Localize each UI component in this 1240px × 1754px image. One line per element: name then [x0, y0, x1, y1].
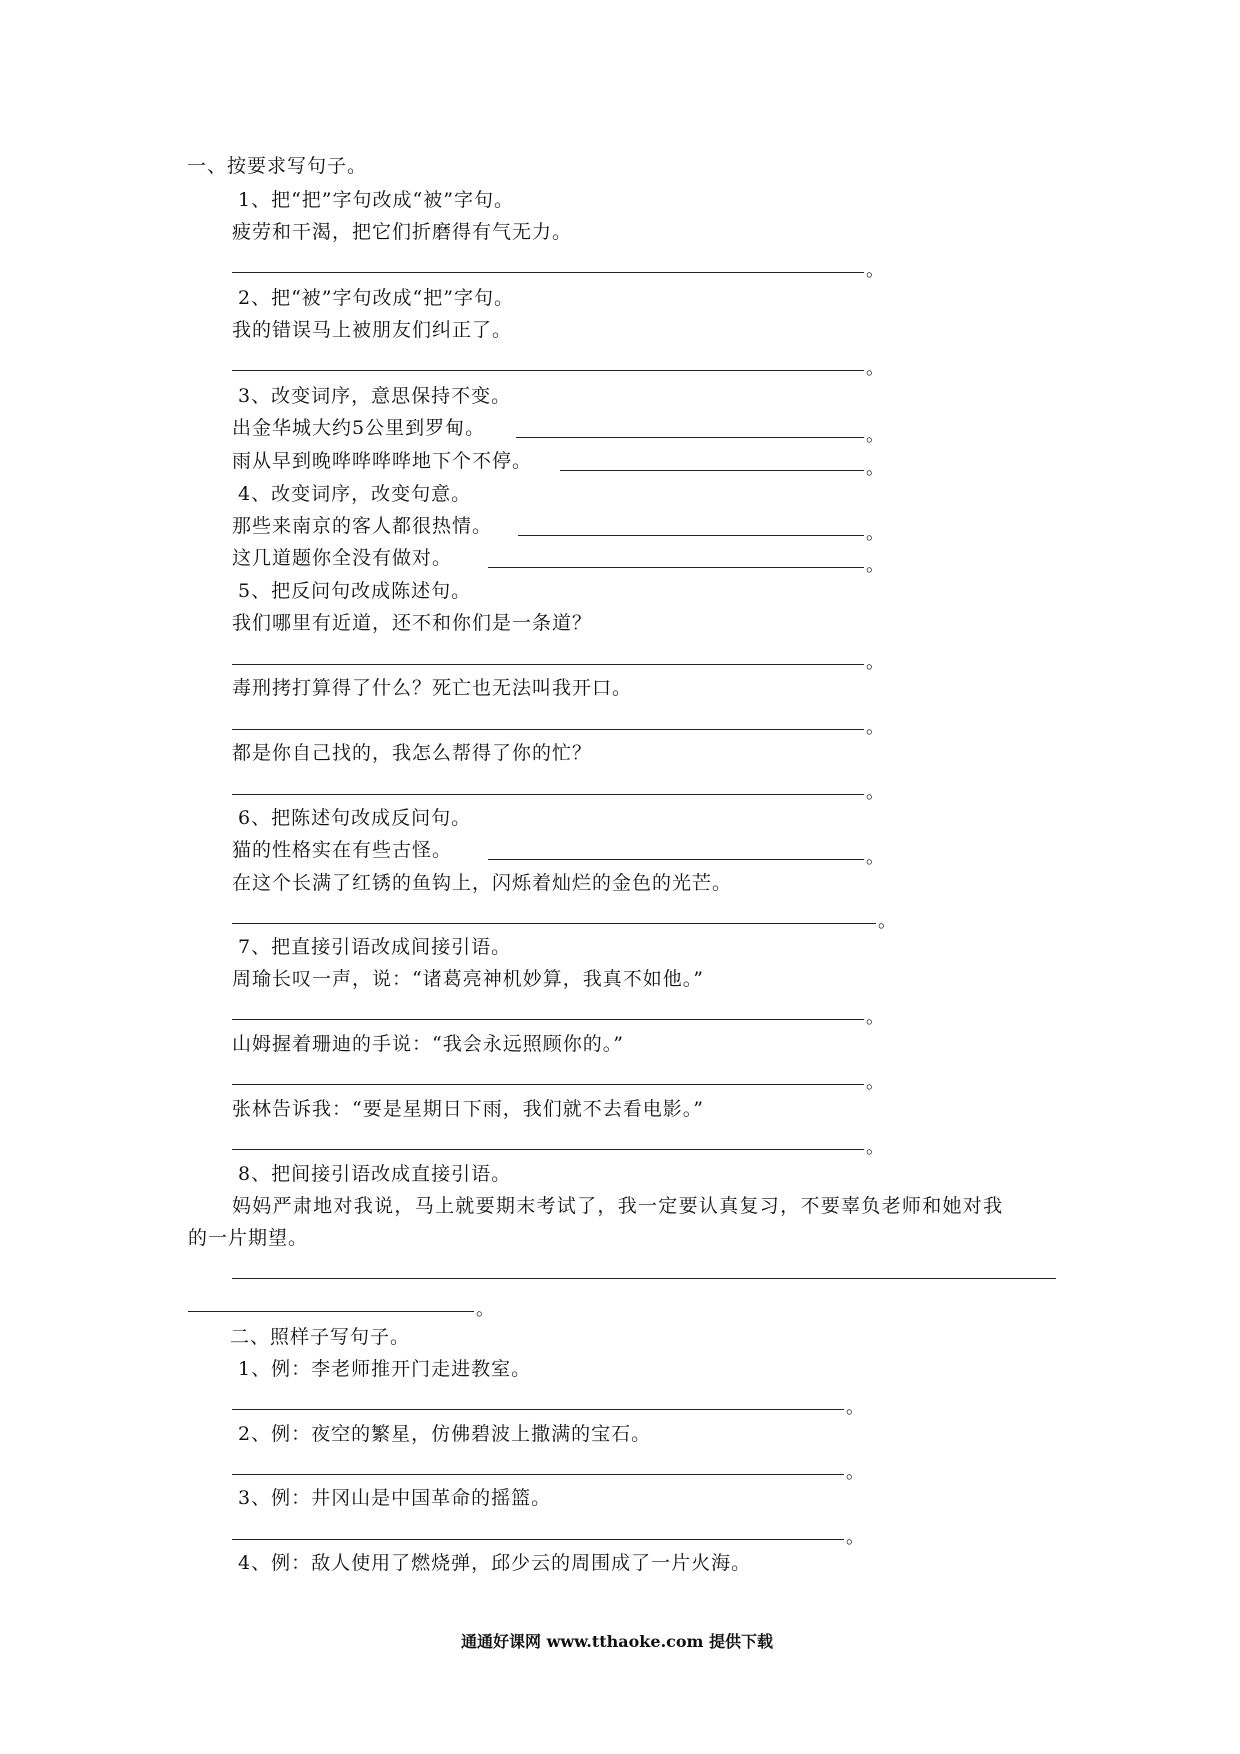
- answer-line[interactable]: [188, 1311, 474, 1312]
- q2-sentence: 我的错误马上被朋友们纠正了。: [232, 319, 513, 341]
- answer-line[interactable]: [232, 923, 876, 924]
- answer-line[interactable]: [232, 272, 864, 273]
- q7-heading: 7、把直接引语改成间接引语。: [238, 936, 512, 958]
- answer-period: 。: [846, 1397, 864, 1418]
- answer-period: 。: [866, 782, 884, 803]
- answer-period: 。: [866, 1137, 884, 1158]
- q6-sentence-1: 猫的性格实在有些古怪。: [232, 839, 453, 861]
- answer-line[interactable]: [232, 794, 864, 795]
- q6-sentence-2: 在这个长满了红锈的鱼钩上，闪烁着灿烂的金色的光芒。: [232, 872, 733, 894]
- answer-line[interactable]: [232, 1019, 864, 1020]
- answer-line[interactable]: [232, 664, 864, 665]
- answer-period: 。: [866, 652, 884, 673]
- answer-line[interactable]: [232, 1084, 864, 1085]
- answer-line[interactable]: [232, 1474, 844, 1475]
- q5-sentence-1: 我们哪里有近道，还不和你们是一条道？: [232, 612, 593, 634]
- answer-period: 。: [866, 1007, 884, 1028]
- answer-line[interactable]: [232, 1409, 844, 1410]
- q4-heading: 4、改变词序，改变句意。: [238, 483, 472, 505]
- q6-heading: 6、把陈述句改成反问句。: [238, 807, 472, 829]
- answer-line[interactable]: [232, 1278, 1056, 1279]
- q2-heading: 2、把“被”字句改成“把”字句。: [238, 287, 514, 309]
- q5-heading: 5、把反问句改成陈述句。: [238, 580, 472, 602]
- answer-period: 。: [878, 911, 896, 932]
- answer-line[interactable]: [232, 729, 864, 730]
- q4-sentence-1: 那些来南京的客人都很热情。: [232, 515, 493, 537]
- q3-sentence-1: 出金华城大约5公里到罗甸。: [232, 417, 486, 439]
- q8-sentence-line-1: 妈妈严肃地对我说，马上就要期末考试了，我一定要认真复习，不要辜负老师和她对我: [232, 1195, 1004, 1217]
- q7-sentence-3: 张林告诉我：“要是星期日下雨，我们就不去看电影。”: [232, 1098, 704, 1120]
- example-4: 4、例：敌人使用了燃烧弹，邱少云的周围成了一片火海。: [238, 1552, 752, 1574]
- q3-heading: 3、改变词序，意思保持不变。: [238, 385, 512, 407]
- answer-line[interactable]: [518, 535, 864, 536]
- answer-period: 。: [866, 1072, 884, 1093]
- answer-period: 。: [866, 717, 884, 738]
- answer-line[interactable]: [232, 1539, 844, 1540]
- section-1-title: 一、按要求写句子。: [187, 155, 368, 177]
- footer-source: 通通好课网 www.tthaoke.com 提供下载: [461, 1632, 774, 1651]
- answer-line[interactable]: [516, 437, 864, 438]
- answer-period: 。: [476, 1299, 494, 1320]
- answer-period: 。: [846, 1527, 864, 1548]
- answer-line[interactable]: [488, 859, 864, 860]
- q7-sentence-1: 周瑜长叹一声，说：“诸葛亮神机妙算，我真不如他。”: [232, 968, 704, 990]
- q4-sentence-2: 这几道题你全没有做对。: [232, 547, 453, 569]
- q3-sentence-2: 雨从早到晚哗哗哗哗地下个不停。: [232, 450, 533, 472]
- answer-period: 。: [866, 260, 884, 281]
- q5-sentence-2: 毒刑拷打算得了什么？死亡也无法叫我开口。: [232, 677, 633, 699]
- answer-period: 。: [866, 847, 884, 868]
- answer-line[interactable]: [232, 370, 864, 371]
- q7-sentence-2: 山姆握着珊迪的手说：“我会永远照顾你的。”: [232, 1033, 624, 1055]
- q8-heading: 8、把间接引语改成直接引语。: [238, 1163, 512, 1185]
- answer-period: 。: [866, 358, 884, 379]
- q1-sentence: 疲劳和干渴，把它们折磨得有气无力。: [232, 221, 573, 243]
- answer-line[interactable]: [488, 567, 864, 568]
- answer-period: 。: [866, 523, 884, 544]
- section-2-title: 二、照样子写句子。: [230, 1326, 411, 1348]
- answer-period: 。: [866, 555, 884, 576]
- answer-period: 。: [846, 1462, 864, 1483]
- answer-period: 。: [866, 425, 884, 446]
- q8-sentence-line-2: 的一片期望。: [188, 1227, 309, 1249]
- q1-heading: 1、把“把”字句改成“被”字句。: [238, 189, 514, 211]
- example-1: 1、例：李老师推开门走进教室。: [238, 1358, 532, 1380]
- answer-line[interactable]: [232, 1149, 864, 1150]
- answer-line[interactable]: [560, 470, 864, 471]
- example-3: 3、例：井冈山是中国革命的摇篮。: [238, 1487, 552, 1509]
- q5-sentence-3: 都是你自己找的，我怎么帮得了你的忙？: [232, 742, 593, 764]
- answer-period: 。: [866, 458, 884, 479]
- example-2: 2、例：夜空的繁星，仿佛碧波上撒满的宝石。: [238, 1423, 652, 1445]
